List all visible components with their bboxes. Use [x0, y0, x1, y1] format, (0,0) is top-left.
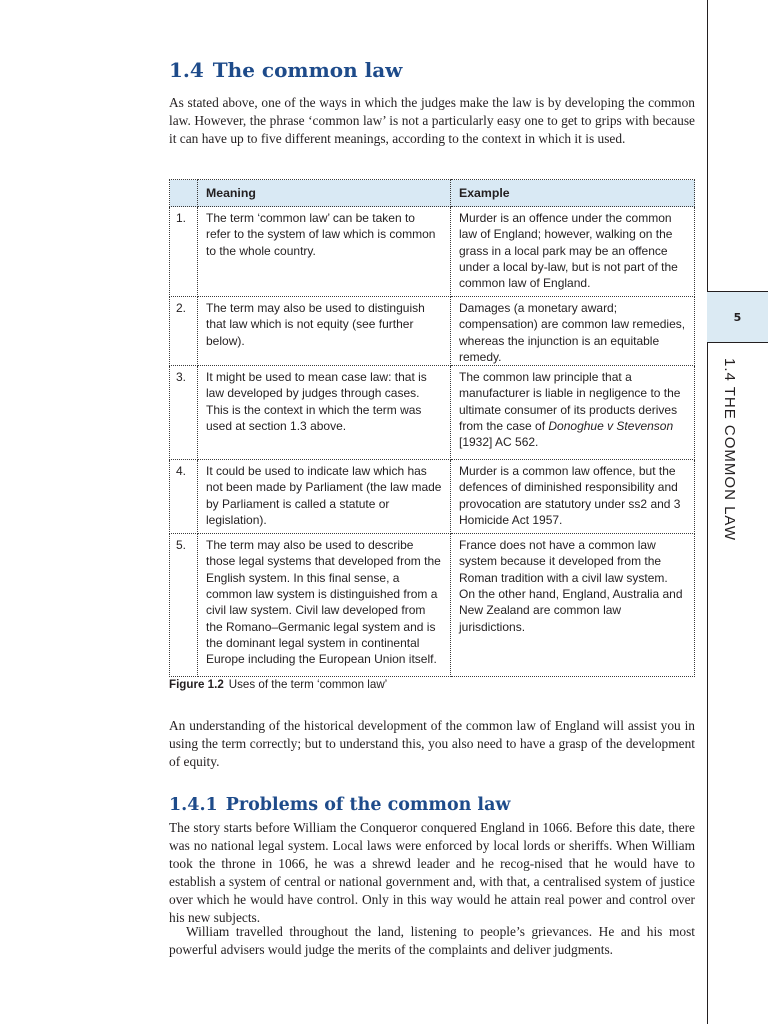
number-column-header	[170, 180, 198, 207]
row-number: 5.	[170, 534, 198, 677]
section-number: 1.4	[169, 58, 204, 82]
meaning-cell: It might be used to mean case law: that is law developed by judges through cases. This is the context in which the term was used at section 1.3 above.	[198, 366, 451, 460]
example-column-header: Example	[451, 180, 695, 207]
row-number: 3.	[170, 366, 198, 460]
meaning-cell: The term ‘common law’ can be taken to refer to the system of law which is common to the whole country.	[198, 207, 451, 297]
row-number: 1.	[170, 207, 198, 297]
example-cell: France does not have a common law system because it developed from the Roman tradition with a civil law system. On the other hand, England, Australia and New Zealand are common law jurisdictions.	[451, 534, 695, 677]
example-text: The common law principle that a manufacturer is liable in negligence to the ultimate consumer of its products derives from the case of	[459, 370, 681, 434]
table-row	[170, 297, 695, 366]
sidebar-rule	[707, 0, 708, 1024]
table-row	[170, 460, 695, 534]
subsection-number: 1.4.1	[169, 795, 218, 815]
table-row	[170, 534, 695, 677]
page-number: 5	[707, 291, 768, 343]
subsection-title: Problems of the common law	[225, 795, 511, 815]
case-citation: [1932] AC 562.	[459, 435, 539, 450]
meaning-cell: It could be used to indicate law which has not been made by Parliament (the law made by Parliament is called a statute or legislation).	[198, 460, 451, 534]
figure-caption	[169, 678, 387, 691]
meaning-cell: The term may also be used to distinguish that law which is not equity (see further below).	[198, 297, 451, 366]
row-number: 4.	[170, 460, 198, 534]
section-heading	[169, 58, 402, 82]
table-row	[170, 207, 695, 297]
william-paragraph: William travelled throughout the land, listening to people’s grievances. He and his most powerful advisers would judge the merits of the complaints and deliver judgments.	[169, 924, 695, 957]
meaning-column-header: Meaning	[198, 180, 451, 207]
running-head: 1.4 THE COMMON LAW	[721, 358, 738, 542]
meaning-cell: The term may also be used to describe those legal systems that developed from the English system. In this final sense, a common law system is distinguished from a civil law system. Civil law developed from the Romano–Germanic legal system and is the dominant legal system in continental Europe including the European Union itself.	[198, 534, 451, 677]
subsection-heading	[169, 795, 510, 815]
table-header-row	[170, 180, 695, 207]
row-number: 2.	[170, 297, 198, 366]
intro-paragraph: As stated above, one of the ways in which the judges make the law is by developing the common law. However, the phrase ‘common law’ is not a particularly easy one to get to grips with because it can have up to five different meanings, according to the context in which it is used.	[169, 95, 695, 146]
uses-table	[169, 179, 695, 677]
example-cell: Murder is a common law offence, but the defences of diminished responsibility and provocation are statutory under ss2 and 3 Homicide Act 1957.	[451, 460, 695, 534]
uses-table-container	[169, 179, 695, 667]
case-name: Donoghue v Stevenson	[548, 419, 674, 434]
story-paragraph: The story starts before William the Conqueror conquered England in 1066. Before this date, there was no national legal system. Local laws were enforced by local lords or sheriffs. When William took the throne in 1066, he was a shrewd leader and he recog-nised that he would have to establish a system of central or national government and, with that, a centralised system of justice over which he would have control. Only in this way would he attain real power and control over his new subjects.	[169, 820, 695, 925]
history-paragraph: An understanding of the historical development of the common law of England will assist you in using the term correctly; but to understand this, you also need to have a grasp of the development of equity.	[169, 718, 695, 769]
figure-label: Figure 1.2	[169, 678, 224, 691]
example-cell	[451, 366, 695, 460]
section-title: The common law	[212, 58, 403, 82]
example-cell: Damages (a monetary award; compensation) are common law remedies, whereas the injunction is an equitable remedy.	[451, 297, 695, 366]
figure-caption-text: Uses of the term ‘common law’	[228, 678, 388, 691]
example-cell: Murder is an offence under the common law of England; however, walking on the grass in a local park may be an offence under a local by-law, but is not part of the common law of England.	[451, 207, 695, 297]
table-row	[170, 366, 695, 460]
